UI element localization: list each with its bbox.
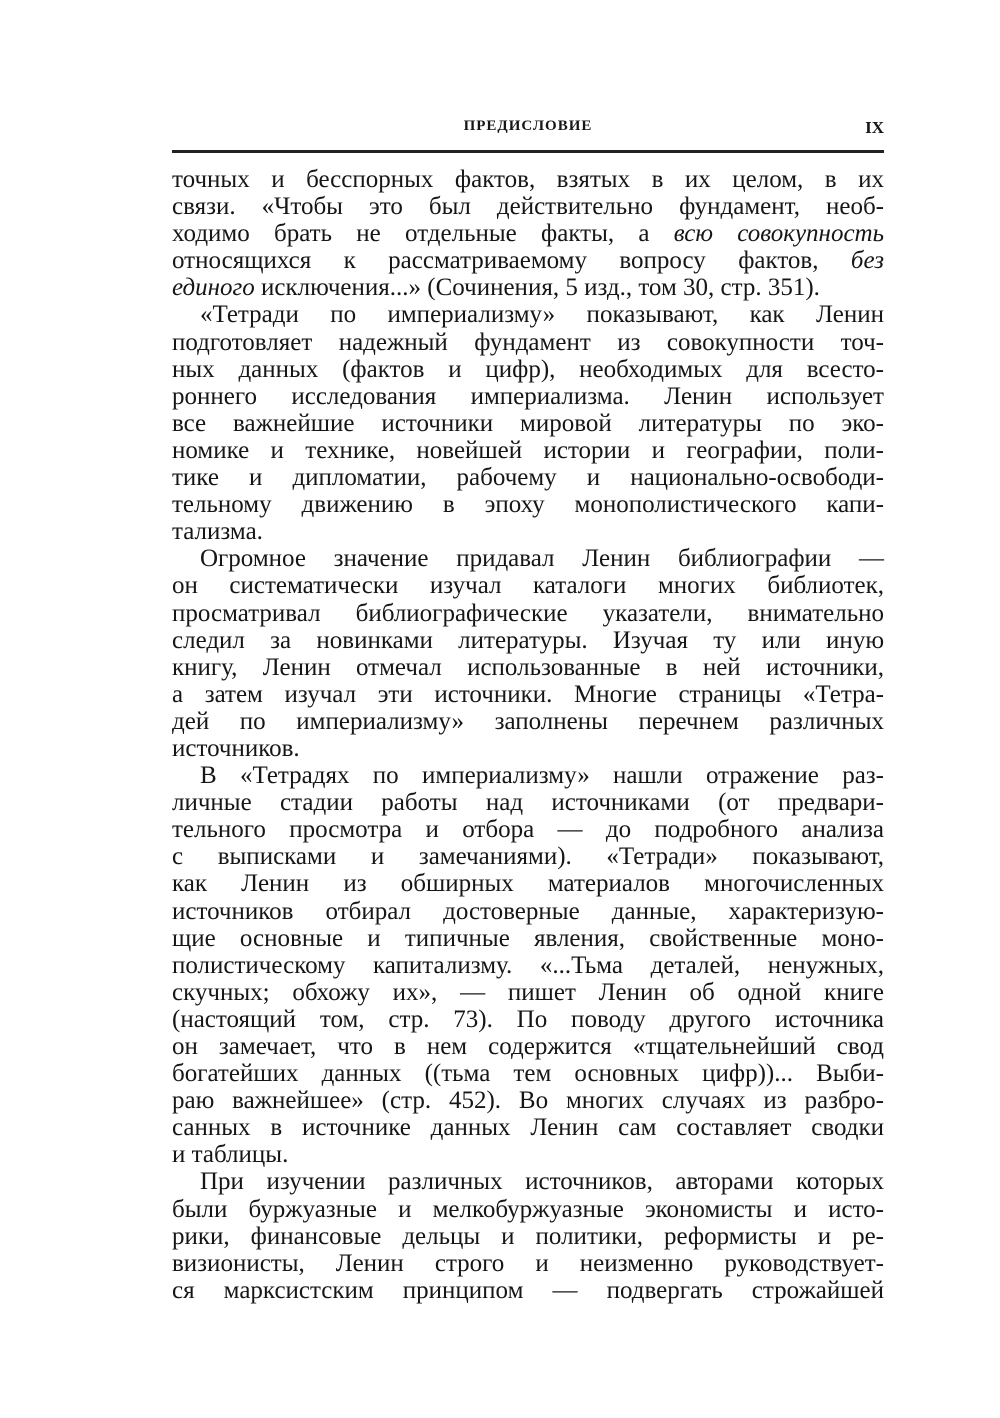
text-line [172, 654, 884, 681]
text-span: связи. «Чтобы это был действительно фундамент, необ- [172, 193, 884, 221]
text-span: точных и бесспорных фактов, взятых в их целом, в их [172, 166, 884, 193]
text-span: тике и дипломатии, рабочему и национально-освободи- [172, 464, 884, 492]
text-span: и таблицы. [172, 1141, 289, 1169]
text-line [172, 301, 884, 328]
text-line [172, 1087, 884, 1114]
text-line [172, 762, 884, 789]
text-line [172, 952, 884, 979]
text-span: относящихся к рассматриваемому вопросу фактов, [172, 247, 851, 275]
text-line [172, 816, 884, 843]
text-span: подготовляет надежный фундамент из совокупности точ- [172, 328, 884, 356]
text-line [172, 1033, 884, 1060]
paragraph [172, 1168, 884, 1303]
text-span: При изучении различных источников, авторами которых [200, 1168, 884, 1196]
paragraph [172, 545, 884, 762]
text-line [172, 600, 884, 627]
text-line [172, 166, 884, 193]
text-span: визионисты, Ленин строго и неизменно руководствует- [172, 1249, 884, 1277]
text-span: просматривал библиографические указатели, внимательно [172, 599, 884, 627]
text-span: были буржуазные и мелкобуржуазные экономисты и исто- [172, 1195, 884, 1223]
text-line [172, 193, 884, 220]
text-line [172, 1114, 884, 1141]
header-rule [172, 150, 884, 153]
text-line [172, 1196, 884, 1223]
italic-text: без [850, 247, 884, 275]
text-span: тельному движению в эпоху монополистического капи- [172, 491, 884, 519]
text-line [172, 274, 884, 301]
paragraph [172, 166, 884, 301]
text-line [172, 1060, 884, 1087]
italic-text: всю совокупность [673, 220, 884, 248]
text-span: полистическому капитализму. «...Тьма деталей, ненужных, [172, 951, 884, 979]
text-line [172, 383, 884, 410]
text-span: рики, финансовые дельцы и политики, реформисты и ре- [172, 1222, 884, 1250]
text-span: ных данных (фактов и цифр), необходимых для всесто- [172, 355, 884, 383]
text-span: источников. [172, 734, 300, 762]
italic-text: единого [172, 274, 255, 302]
text-span: как Ленин из обширных материалов многочисленных [172, 870, 884, 898]
text-line [172, 925, 884, 952]
paragraph [172, 301, 884, 545]
text-span: источников отбирал достоверные данные, характеризую- [172, 897, 884, 925]
text-line [172, 843, 884, 870]
page-number: IX [865, 118, 884, 137]
paragraph [172, 762, 884, 1168]
text-span: (настоящий том, стр. 73). По поводу другого источника [172, 1005, 884, 1033]
text-span: щие основные и типичные явления, свойственные моно- [172, 924, 884, 952]
text-line [172, 572, 884, 599]
text-line [172, 870, 884, 897]
text-span: книгу, Ленин отмечал использованные в ней источники, [172, 653, 884, 681]
text-line [172, 627, 884, 654]
text-line [172, 1141, 884, 1168]
text-span: роннего исследования империализма. Ленин использует [172, 382, 884, 410]
text-span: личные стадии работы над источниками (от предвари- [172, 789, 884, 817]
text-line [172, 789, 884, 816]
text-line [172, 1250, 884, 1277]
text-span: скучных; обхожу их», — пишет Ленин об одной книге [172, 978, 884, 1006]
text-line [172, 545, 884, 572]
text-span: с выписками и замечаниями). «Тетради» показывают, [172, 843, 884, 871]
text-span: ходимо брать не отдельные факты, а [172, 220, 674, 248]
text-span: следил за новинками литературы. Изучая ту или иную [172, 626, 884, 654]
text-line [172, 329, 884, 356]
text-span: дей по империализму» заполнены перечнем различных [172, 707, 884, 735]
text-span: Огромное значение придавал Ленин библиографии — [200, 545, 884, 573]
text-span: тализма. [172, 518, 263, 546]
text-span: В «Тетрадях по империализму» нашли отражение раз- [200, 762, 884, 790]
text-line [172, 491, 884, 518]
text-span: исключения...» (Сочинения, 5 изд., том 30, стр. 351). [254, 274, 820, 302]
text-line [172, 410, 884, 437]
text-line [172, 1277, 884, 1304]
running-header-title: ПРЕДИСЛОВИЕ [463, 118, 593, 134]
text-span: раю важнейшее» (стр. 452). Во многих случаях из разбро- [172, 1087, 884, 1115]
text-line [172, 898, 884, 925]
text-line [172, 1223, 884, 1250]
text-span: тельного просмотра и отбора — до подробного анализа [172, 816, 884, 844]
text-line [172, 247, 884, 274]
text-line [172, 518, 884, 545]
text-span: богатейших данных ((тьма тем основных цифр))... Выби- [172, 1060, 884, 1088]
text-span: он систематически изучал каталоги многих библиотек, [172, 572, 884, 600]
text-span: ся марксистским принципом — подвергать строжайшей [172, 1276, 884, 1304]
text-line [172, 220, 884, 247]
text-line [172, 356, 884, 383]
text-line [172, 681, 884, 708]
body-text [172, 166, 884, 1304]
text-span: номике и технике, новейшей истории и географии, поли- [172, 436, 884, 464]
text-span: санных в источнике данных Ленин сам составляет сводки [172, 1114, 884, 1142]
text-line [172, 735, 884, 762]
text-span: «Тетради по империализму» показывают, как Ленин [200, 301, 884, 329]
text-line [172, 1168, 884, 1195]
text-span: он замечает, что в нем содержится «тщательнейший свод [172, 1033, 884, 1060]
text-line [172, 437, 884, 464]
text-line [172, 979, 884, 1006]
text-line [172, 1006, 884, 1033]
running-header [172, 118, 884, 142]
text-span: все важнейшие источники мировой литературы по эко- [172, 409, 884, 437]
text-span: а затем изучал эти источники. Многие страницы «Тетра- [172, 680, 884, 708]
text-line [172, 464, 884, 491]
text-line [172, 708, 884, 735]
